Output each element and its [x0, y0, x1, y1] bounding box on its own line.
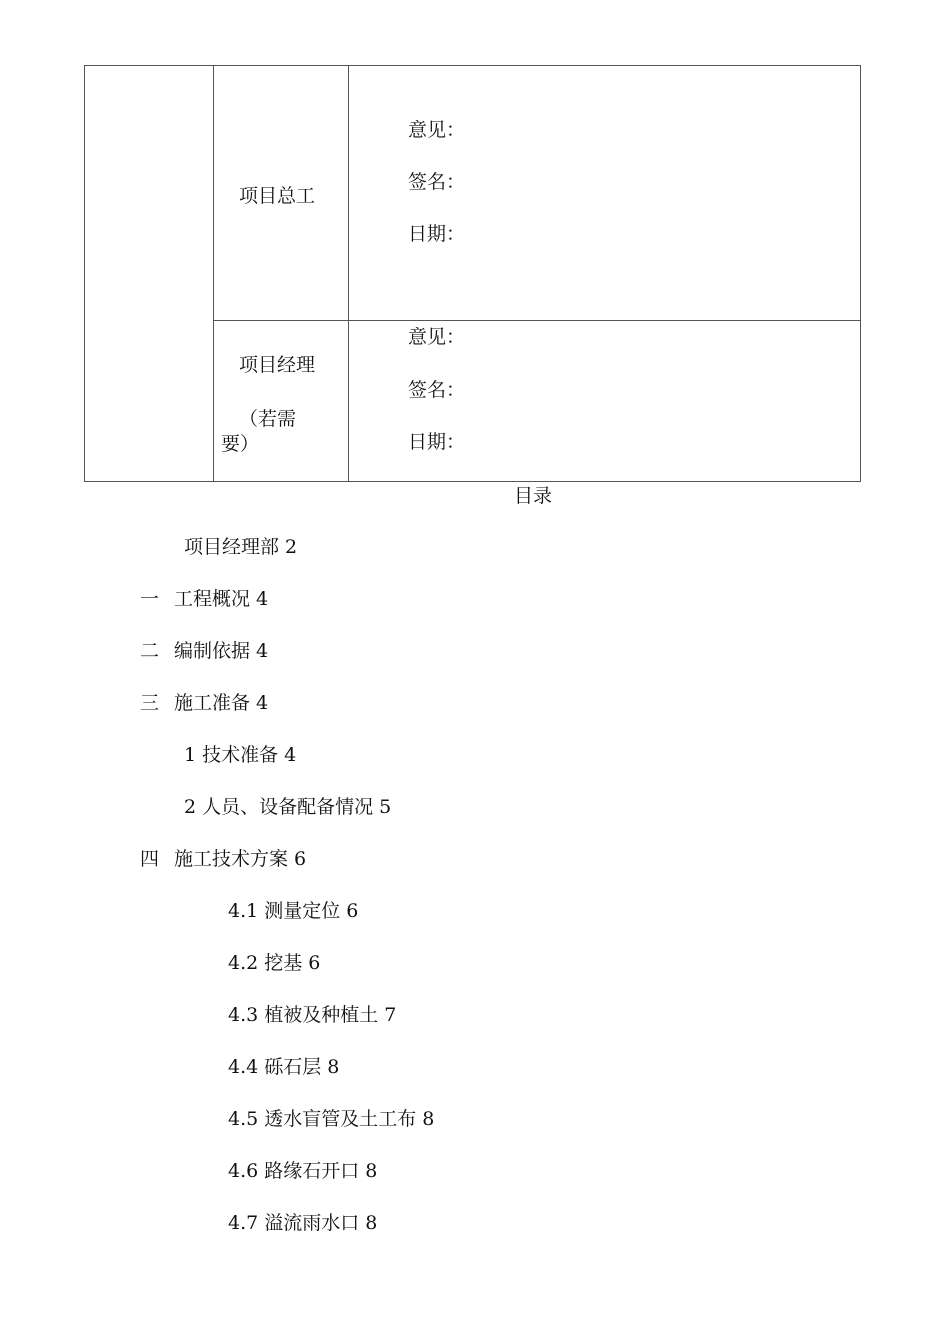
- toc-item[interactable]: [228, 1003, 396, 1027]
- row-divider: [213, 320, 860, 321]
- toc-item[interactable]: [228, 1107, 434, 1131]
- toc-title: 目录: [514, 485, 553, 507]
- toc-item[interactable]: [184, 743, 296, 767]
- column-divider: [213, 66, 214, 481]
- toc-item[interactable]: [228, 899, 358, 923]
- toc-item[interactable]: [184, 795, 391, 819]
- toc-item-text: 编制依据 4: [174, 640, 269, 662]
- role-note-cont: 要）: [221, 433, 260, 455]
- toc-item-number: 四: [140, 848, 160, 870]
- toc-item[interactable]: [140, 587, 268, 611]
- toc-item-text: 1 技术准备 4: [184, 744, 297, 766]
- role-chief-engineer: 项目总工: [239, 185, 316, 207]
- toc-item-text: 4.4 砾石层 8: [228, 1056, 340, 1078]
- date-label: 日期：: [408, 223, 466, 245]
- toc-item-text: 施工准备 4: [174, 692, 269, 714]
- toc-item-text: 工程概况 4: [174, 588, 269, 610]
- toc-item[interactable]: [184, 535, 297, 559]
- date-label: 日期：: [408, 431, 466, 453]
- toc-item-number: 一: [140, 588, 160, 610]
- toc-item[interactable]: [228, 1159, 377, 1183]
- toc-item-text: 4.1 测量定位 6: [228, 900, 359, 922]
- toc-item-number: 二: [140, 640, 160, 662]
- opinion-label: 意见：: [408, 119, 466, 141]
- opinion-label: 意见：: [408, 326, 466, 348]
- toc-item-text: 施工技术方案 6: [174, 848, 307, 870]
- toc-item-number: 三: [140, 692, 160, 714]
- toc-item[interactable]: [228, 1055, 339, 1079]
- toc-item[interactable]: [228, 1211, 377, 1235]
- role-note: （若需: [239, 408, 297, 430]
- toc-item-text: 项目经理部 2: [184, 536, 298, 558]
- role-project-manager: 项目经理: [239, 354, 316, 376]
- toc-item[interactable]: [140, 847, 306, 871]
- signature-label: 签名：: [408, 171, 466, 193]
- signature-label: 签名：: [408, 379, 466, 401]
- toc-item[interactable]: [140, 691, 268, 715]
- toc-item-text: 4.7 溢流雨水口 8: [228, 1212, 378, 1234]
- toc-item-text: 4.5 透水盲管及土工布 8: [228, 1108, 435, 1130]
- toc-item-text: 4.6 路缘石开口 8: [228, 1160, 378, 1182]
- approval-table: [84, 65, 861, 482]
- column-divider: [348, 66, 349, 481]
- toc-item-text: 4.3 植被及种植土 7: [228, 1004, 397, 1026]
- toc-item-text: 4.2 挖基 6: [228, 952, 321, 974]
- toc-item[interactable]: [140, 639, 268, 663]
- toc-item[interactable]: [228, 951, 320, 975]
- toc-item-text: 2 人员、设备配备情况 5: [184, 796, 392, 818]
